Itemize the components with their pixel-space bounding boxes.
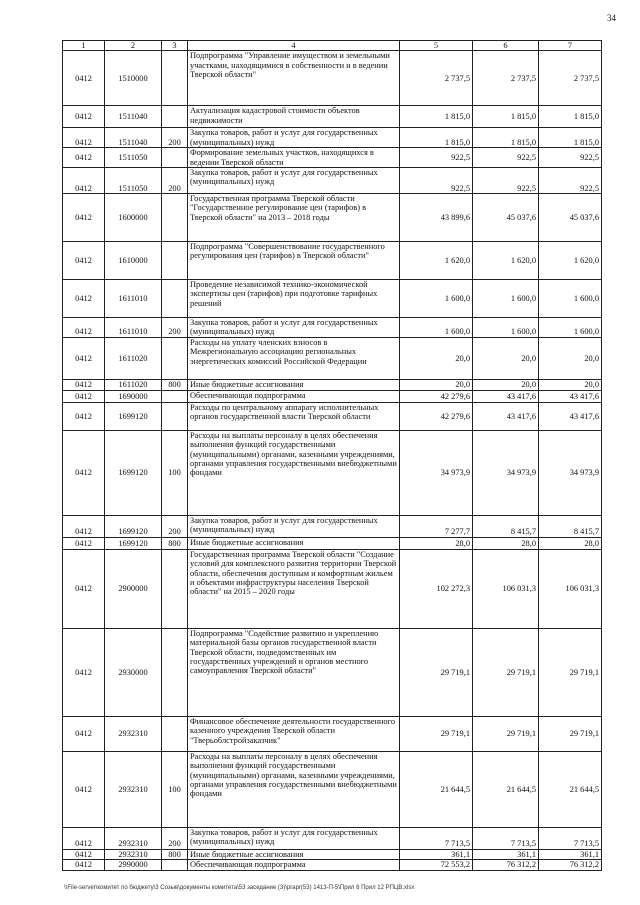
description-cell: Расходы по центральному аппарату исполнительных органов государственной власти Тверской области xyxy=(188,402,400,430)
table-row xyxy=(63,318,602,338)
description-cell: Закупка товаров, работ и услуг для государственных (муниципальных) нужд xyxy=(188,827,400,849)
table-row xyxy=(63,51,602,106)
expense-type-cell xyxy=(162,337,188,379)
expense-type-cell: 800 xyxy=(162,379,188,390)
target-article-cell: 2990000 xyxy=(105,860,162,870)
amount-col7-cell: 922,5 xyxy=(539,148,602,168)
amount-col6-cell: 1 600,0 xyxy=(473,280,539,318)
amount-col5-cell: 29 719,1 xyxy=(400,628,473,716)
target-article-cell: 1511050 xyxy=(105,168,162,194)
amount-col5-cell: 42 279,6 xyxy=(400,390,473,402)
amount-col5-cell: 1 600,0 xyxy=(400,280,473,318)
description-cell: Подпрограмма "Содействие развитию и укреплению материальной базы органов государственной власти Тверской области, подведомственных им государственных учреждений и органов местного самоуправления Тверской области" xyxy=(188,628,400,716)
amount-col5-cell: 72 553,2 xyxy=(400,860,473,870)
expense-type-cell xyxy=(162,860,188,870)
table-row xyxy=(63,148,602,168)
amount-col5-cell: 43 899,6 xyxy=(400,194,473,242)
description-cell: Закупка товаров, работ и услуг для государственных (муниципальных) нужд xyxy=(188,168,400,194)
target-article-cell: 2932310 xyxy=(105,751,162,827)
section-code-cell: 0412 xyxy=(63,51,105,106)
expense-type-cell xyxy=(162,194,188,242)
amount-col6-cell: 2 737,5 xyxy=(473,51,539,106)
amount-col5-cell: 29 719,1 xyxy=(400,716,473,751)
amount-col5-cell: 922,5 xyxy=(400,148,473,168)
header-cell: 5 xyxy=(400,41,473,51)
amount-col7-cell: 106 031,3 xyxy=(539,549,602,628)
amount-col6-cell: 1 815,0 xyxy=(473,106,539,128)
amount-col5-cell: 28,0 xyxy=(400,537,473,549)
section-code-cell: 0412 xyxy=(63,537,105,549)
expense-type-cell xyxy=(162,280,188,318)
table-row xyxy=(63,280,602,318)
section-code-cell: 0412 xyxy=(63,827,105,849)
description-cell: Закупка товаров, работ и услуг для государственных (муниципальных) нужд xyxy=(188,128,400,148)
expense-type-cell: 800 xyxy=(162,537,188,549)
header-cell: 7 xyxy=(539,41,602,51)
amount-col6-cell: 21 644,5 xyxy=(473,751,539,827)
description-cell: Государственная программа Тверской области "Создание условий для комплексного развития территории Тверской области, обеспечения доступным и комфортным жильем и объектами инфраструктуры населения Тверской области" на 2015 – 2020 годы xyxy=(188,549,400,628)
expense-type-cell xyxy=(162,242,188,280)
section-code-cell: 0412 xyxy=(63,194,105,242)
amount-col7-cell: 21 644,5 xyxy=(539,751,602,827)
amount-col6-cell: 8 415,7 xyxy=(473,515,539,537)
amount-col7-cell: 1 620,0 xyxy=(539,242,602,280)
description-cell: Проведение независимой технико-экономической экспертизы цен (тарифов) при подготовке тарифных решений xyxy=(188,280,400,318)
expense-type-cell xyxy=(162,549,188,628)
expense-type-cell xyxy=(162,716,188,751)
description-cell: Актуализация кадастровой стоимости объектов недвижимости xyxy=(188,106,400,128)
target-article-cell: 1611010 xyxy=(105,280,162,318)
section-code-cell: 0412 xyxy=(63,716,105,751)
expense-type-cell: 200 xyxy=(162,168,188,194)
description-cell: Расходы на выплаты персоналу в целях обеспечения выполнения функций государственными (муниципальными) органами, казенными учреждениями, органами управления государственными внебюджетными фондами xyxy=(188,751,400,827)
amount-col5-cell: 42 279,6 xyxy=(400,402,473,430)
amount-col6-cell: 7 713,5 xyxy=(473,827,539,849)
expense-type-cell: 200 xyxy=(162,515,188,537)
target-article-cell: 1611020 xyxy=(105,379,162,390)
amount-col5-cell: 922,5 xyxy=(400,168,473,194)
amount-col5-cell: 1 620,0 xyxy=(400,242,473,280)
target-article-cell: 1699120 xyxy=(105,515,162,537)
table-row xyxy=(63,168,602,194)
amount-col6-cell: 1 600,0 xyxy=(473,318,539,338)
section-code-cell: 0412 xyxy=(63,430,105,515)
target-article-cell: 1611010 xyxy=(105,318,162,338)
section-code-cell: 0412 xyxy=(63,168,105,194)
amount-col6-cell: 34 973,9 xyxy=(473,430,539,515)
amount-col6-cell: 29 719,1 xyxy=(473,628,539,716)
header-row xyxy=(63,41,602,51)
target-article-cell: 1511050 xyxy=(105,148,162,168)
amount-col5-cell: 1 600,0 xyxy=(400,318,473,338)
expense-type-cell: 200 xyxy=(162,827,188,849)
page-number: 34 xyxy=(607,13,616,23)
amount-col7-cell: 43 417,6 xyxy=(539,402,602,430)
description-cell: Иные бюджетные ассигнования xyxy=(188,379,400,390)
section-code-cell: 0412 xyxy=(63,337,105,379)
description-cell: Иные бюджетные ассигнования xyxy=(188,849,400,859)
target-article-cell: 2932310 xyxy=(105,827,162,849)
expense-type-cell xyxy=(162,148,188,168)
amount-col6-cell: 20,0 xyxy=(473,379,539,390)
amount-col5-cell: 361,1 xyxy=(400,849,473,859)
section-code-cell: 0412 xyxy=(63,751,105,827)
expense-type-cell xyxy=(162,51,188,106)
header-cell: 2 xyxy=(105,41,162,51)
header-cell: 6 xyxy=(473,41,539,51)
description-cell: Подпрограмма "Управление имуществом и земельными участками, находящимися в собственности и в ведении Тверской области" xyxy=(188,51,400,106)
table-row xyxy=(63,860,602,870)
section-code-cell: 0412 xyxy=(63,148,105,168)
target-article-cell: 1510000 xyxy=(105,51,162,106)
amount-col7-cell: 43 417,6 xyxy=(539,390,602,402)
amount-col5-cell: 102 272,3 xyxy=(400,549,473,628)
description-cell: Иные бюджетные ассигнования xyxy=(188,537,400,549)
target-article-cell: 1511040 xyxy=(105,128,162,148)
description-cell: Обеспечивающая подпрограмма xyxy=(188,390,400,402)
table-row xyxy=(63,128,602,148)
table-row xyxy=(63,849,602,859)
target-article-cell: 1699120 xyxy=(105,537,162,549)
amount-col5-cell: 1 815,0 xyxy=(400,128,473,148)
section-code-cell: 0412 xyxy=(63,549,105,628)
table-row xyxy=(63,549,602,628)
amount-col7-cell: 1 815,0 xyxy=(539,106,602,128)
table-row xyxy=(63,628,602,716)
amount-col6-cell: 361,1 xyxy=(473,849,539,859)
header-cell: 4 xyxy=(188,41,400,51)
table-row xyxy=(63,194,602,242)
amount-col5-cell: 34 973,9 xyxy=(400,430,473,515)
amount-col5-cell: 20,0 xyxy=(400,379,473,390)
amount-col6-cell: 43 417,6 xyxy=(473,402,539,430)
amount-col6-cell: 922,5 xyxy=(473,148,539,168)
description-cell: Формирование земельных участков, находящихся в ведении Тверской области xyxy=(188,148,400,168)
expense-type-cell xyxy=(162,390,188,402)
table-row xyxy=(63,716,602,751)
amount-col7-cell: 29 719,1 xyxy=(539,716,602,751)
expense-type-cell: 200 xyxy=(162,128,188,148)
table-row xyxy=(63,430,602,515)
section-code-cell: 0412 xyxy=(63,849,105,859)
section-code-cell: 0412 xyxy=(63,402,105,430)
amount-col7-cell: 34 973,9 xyxy=(539,430,602,515)
table-row xyxy=(63,537,602,549)
description-cell: Государственная программа Тверской области "Государственное регулирование цен (тарифов) в Тверской области" на 2013 – 2018 годы xyxy=(188,194,400,242)
description-cell: Расходы на выплаты персоналу в целях обеспечения выполнения функций государственными (муниципальными) органами, казенными учреждениями, органами управления государственными внебюджетными фондами xyxy=(188,430,400,515)
target-article-cell: 2900000 xyxy=(105,549,162,628)
table-row xyxy=(63,751,602,827)
amount-col7-cell: 8 415,7 xyxy=(539,515,602,537)
amount-col7-cell: 361,1 xyxy=(539,849,602,859)
amount-col7-cell: 7 713,5 xyxy=(539,827,602,849)
amount-col7-cell: 922,5 xyxy=(539,168,602,194)
target-article-cell: 1511040 xyxy=(105,106,162,128)
section-code-cell: 0412 xyxy=(63,390,105,402)
target-article-cell: 1690000 xyxy=(105,390,162,402)
amount-col6-cell: 106 031,3 xyxy=(473,549,539,628)
amount-col7-cell: 1 815,0 xyxy=(539,128,602,148)
amount-col7-cell: 20,0 xyxy=(539,337,602,379)
amount-col6-cell: 76 312,2 xyxy=(473,860,539,870)
amount-col6-cell: 1 620,0 xyxy=(473,242,539,280)
budget-table xyxy=(62,40,602,871)
amount-col6-cell: 45 037,6 xyxy=(473,194,539,242)
section-code-cell: 0412 xyxy=(63,860,105,870)
table-row xyxy=(63,827,602,849)
target-article-cell: 1699120 xyxy=(105,430,162,515)
header-cell: 3 xyxy=(162,41,188,51)
target-article-cell: 2932310 xyxy=(105,716,162,751)
amount-col6-cell: 28,0 xyxy=(473,537,539,549)
amount-col7-cell: 20,0 xyxy=(539,379,602,390)
amount-col7-cell: 2 737,5 xyxy=(539,51,602,106)
amount-col7-cell: 1 600,0 xyxy=(539,280,602,318)
description-cell: Закупка товаров, работ и услуг для государственных (муниципальных) нужд xyxy=(188,515,400,537)
table-row xyxy=(63,337,602,379)
description-cell: Финансовое обеспечение деятельности государственного казенного учреждения Тверской области "Тверьоблстройзаказчик" xyxy=(188,716,400,751)
target-article-cell: 1699120 xyxy=(105,402,162,430)
target-article-cell: 1600000 xyxy=(105,194,162,242)
table-row xyxy=(63,515,602,537)
table-row xyxy=(63,106,602,128)
description-cell: Подпрограмма "Совершенствование государственного регулирования цен (тарифов) в Тверской области" xyxy=(188,242,400,280)
amount-col5-cell: 2 737,5 xyxy=(400,51,473,106)
table-row xyxy=(63,402,602,430)
amount-col7-cell: 1 600,0 xyxy=(539,318,602,338)
amount-col5-cell: 20,0 xyxy=(400,337,473,379)
amount-col5-cell: 1 815,0 xyxy=(400,106,473,128)
header-cell: 1 xyxy=(63,41,105,51)
section-code-cell: 0412 xyxy=(63,515,105,537)
section-code-cell: 0412 xyxy=(63,379,105,390)
expense-type-cell xyxy=(162,402,188,430)
table-row xyxy=(63,242,602,280)
amount-col6-cell: 922,5 xyxy=(473,168,539,194)
section-code-cell: 0412 xyxy=(63,242,105,280)
expense-type-cell: 200 xyxy=(162,318,188,338)
target-article-cell: 1611020 xyxy=(105,337,162,379)
description-cell: Расходы на уплату членских взносов в Межрегиональную ассоциацию региональных энергетических комиссий Российской Федерации xyxy=(188,337,400,379)
amount-col7-cell: 76 312,2 xyxy=(539,860,602,870)
expense-type-cell: 100 xyxy=(162,430,188,515)
section-code-cell: 0412 xyxy=(63,318,105,338)
file-path-footer: \\File-server\комитет по бюджету\3 Созыв\документы комитета\53 заседание (3)\prapr(53) 1413-П-5\Прил 8 Прил 12 РПЦВ.xlsx xyxy=(64,885,415,891)
expense-type-cell: 800 xyxy=(162,849,188,859)
amount-col6-cell: 43 417,6 xyxy=(473,390,539,402)
amount-col6-cell: 29 719,1 xyxy=(473,716,539,751)
amount-col7-cell: 45 037,6 xyxy=(539,194,602,242)
description-cell: Закупка товаров, работ и услуг для государственных (муниципальных) нужд xyxy=(188,318,400,338)
target-article-cell: 2932310 xyxy=(105,849,162,859)
amount-col6-cell: 1 815,0 xyxy=(473,128,539,148)
section-code-cell: 0412 xyxy=(63,128,105,148)
table-row xyxy=(63,390,602,402)
table-row xyxy=(63,379,602,390)
amount-col5-cell: 21 644,5 xyxy=(400,751,473,827)
section-code-cell: 0412 xyxy=(63,280,105,318)
section-code-cell: 0412 xyxy=(63,106,105,128)
amount-col7-cell: 29 719,1 xyxy=(539,628,602,716)
amount-col6-cell: 20,0 xyxy=(473,337,539,379)
expense-type-cell xyxy=(162,106,188,128)
amount-col5-cell: 7 277,7 xyxy=(400,515,473,537)
target-article-cell: 2930000 xyxy=(105,628,162,716)
description-cell: Обеспечивающая подпрограмма xyxy=(188,860,400,870)
target-article-cell: 1610000 xyxy=(105,242,162,280)
amount-col7-cell: 28,0 xyxy=(539,537,602,549)
expense-type-cell: 100 xyxy=(162,751,188,827)
section-code-cell: 0412 xyxy=(63,628,105,716)
expense-type-cell xyxy=(162,628,188,716)
amount-col5-cell: 7 713,5 xyxy=(400,827,473,849)
